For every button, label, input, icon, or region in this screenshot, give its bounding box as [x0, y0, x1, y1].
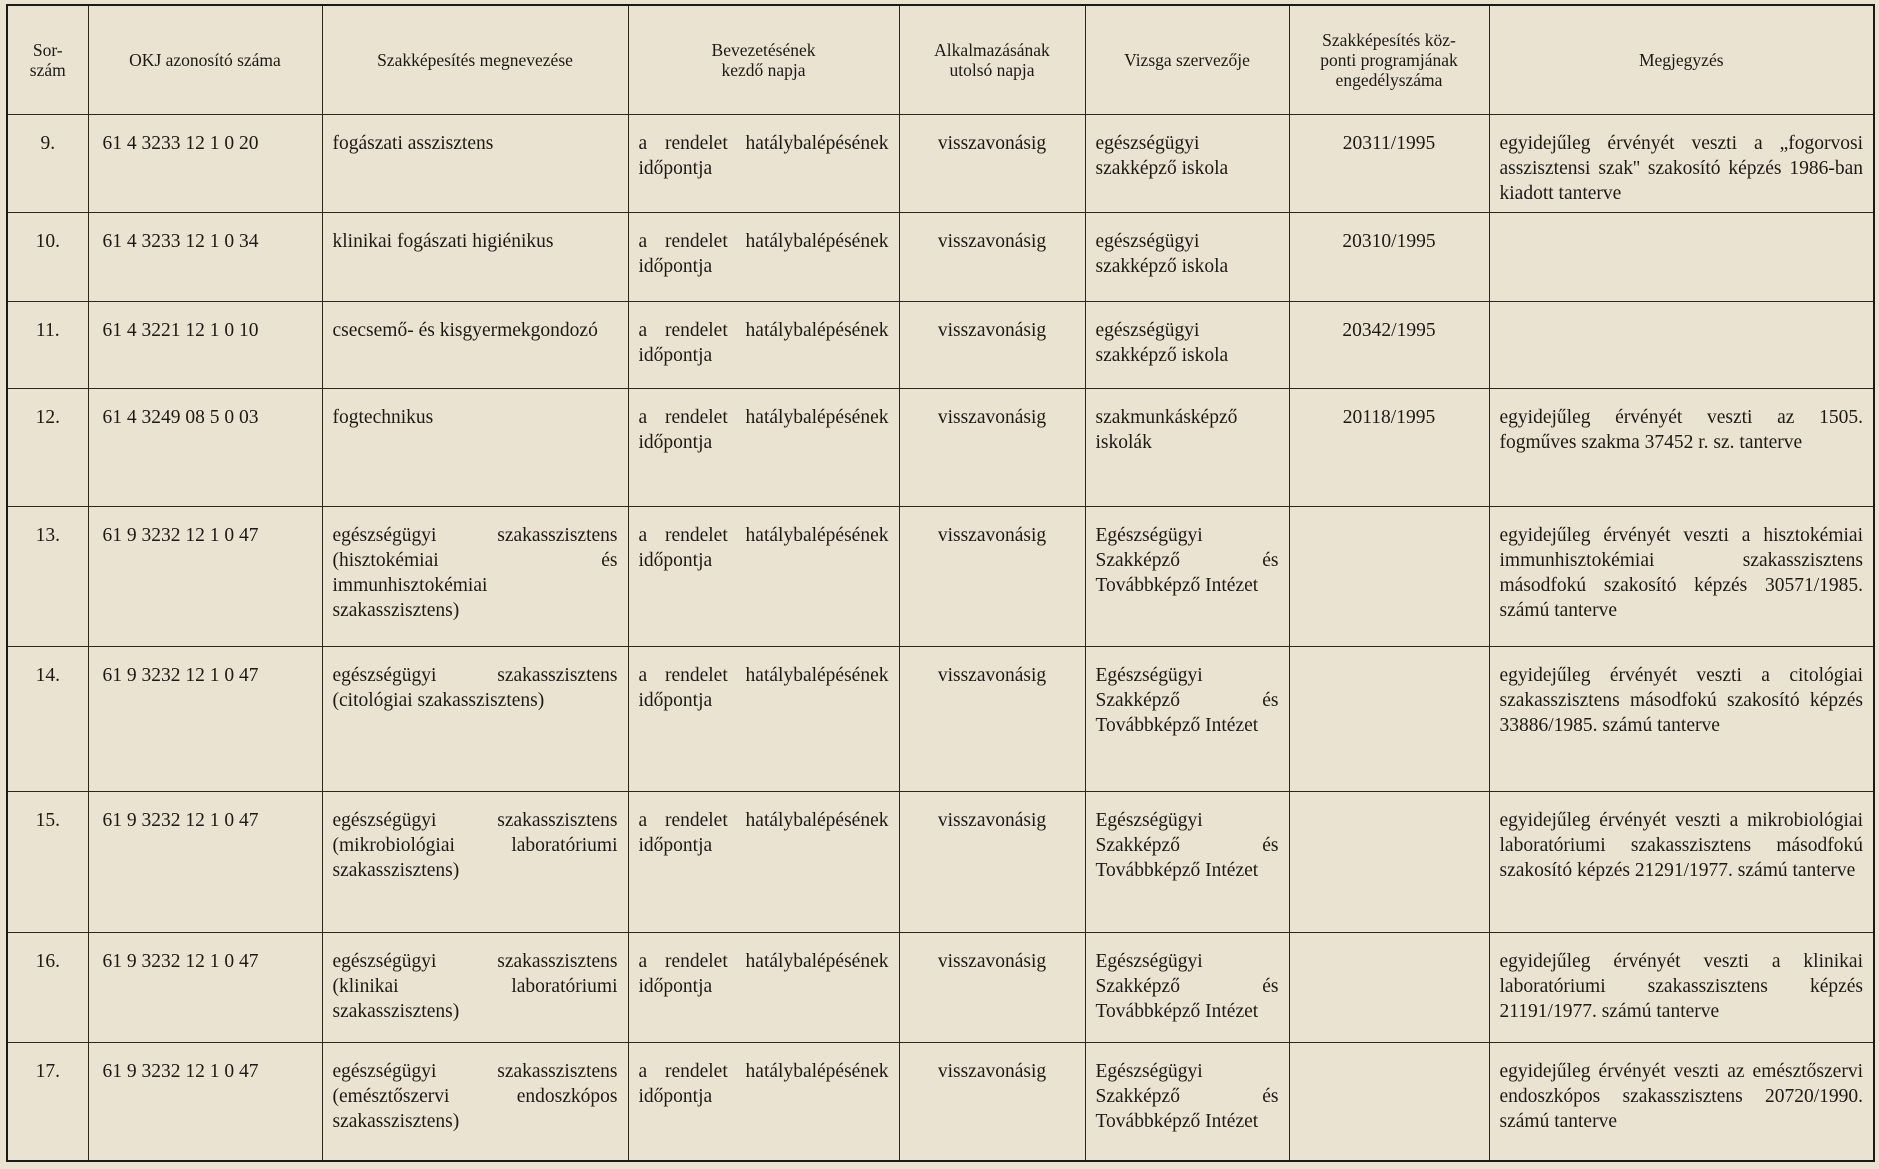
program-permit-number: 20342/1995: [1289, 302, 1489, 389]
table-row: [7, 1043, 1874, 1161]
okj-code: 61 4 3233 12 1 0 34: [88, 212, 322, 302]
col-header-sorszam: Sor- szám: [7, 5, 88, 115]
col-header-alkalmazas: Alkalmazásának utolsó napja: [899, 5, 1085, 115]
qualification-name: egészségügyi szakasszisztens (mikrobiológiai laboratóriumi szakasszisztens): [322, 791, 628, 933]
qualification-table: [6, 4, 1875, 1162]
qualification-name: csecsemő- és kisgyermekgondozó: [322, 302, 628, 389]
remark: egyidejűleg érvényét veszti a hisztokémiai immunhisztokémiai szakasszisztens másodfokú szakosító képzés 30571/1985. számú tanterve: [1489, 506, 1874, 646]
start-date: a rendelet hatálybalépésének időpontja: [628, 212, 899, 302]
start-date: a rendelet hatálybalépésének időpontja: [628, 933, 899, 1043]
okj-code: 61 4 3221 12 1 0 10: [88, 302, 322, 389]
remark: egyidejűleg érvényét veszti a klinikai laboratóriumi szakasszisztens képzés 21191/1977. számú tanterve: [1489, 933, 1874, 1043]
table-row: [7, 115, 1874, 213]
remark: [1489, 212, 1874, 302]
remark: egyidejűleg érvényét veszti a citológiai szakasszisztens másodfokú szakosító képzés 33886/1985. számú tanterve: [1489, 647, 1874, 792]
okj-code: 61 9 3232 12 1 0 47: [88, 933, 322, 1043]
header-row: [7, 5, 1874, 115]
remark: egyidejűleg érvényét veszti a mikrobiológiai laboratóriumi szakasszisztens másodfokú szakosító képzés 21291/1977. számú tanterve: [1489, 791, 1874, 933]
okj-code: 61 9 3232 12 1 0 47: [88, 647, 322, 792]
end-date: visszavonásig: [899, 647, 1085, 792]
end-date: visszavonásig: [899, 791, 1085, 933]
start-date: a rendelet hatálybalépésének időpontja: [628, 647, 899, 792]
table-row: [7, 506, 1874, 646]
exam-organizer: Egészségügyi Szakképző és Továbbképző Intézet: [1085, 933, 1289, 1043]
table-row: [7, 933, 1874, 1043]
remark: [1489, 302, 1874, 389]
exam-organizer: egészségügyi szakképző iskola: [1085, 115, 1289, 213]
program-permit-number: [1289, 647, 1489, 792]
qualification-name: egészségügyi szakasszisztens (citológiai szakasszisztens): [322, 647, 628, 792]
qualification-name: klinikai fogászati higiénikus: [322, 212, 628, 302]
remark: egyidejűleg érvényét veszti az 1505. fogműves szakma 37452 r. sz. tanterve: [1489, 388, 1874, 506]
okj-code: 61 9 3232 12 1 0 47: [88, 506, 322, 646]
start-date: a rendelet hatálybalépésének időpontja: [628, 506, 899, 646]
col-header-vizsga: Vizsga szervezője: [1085, 5, 1289, 115]
end-date: visszavonásig: [899, 212, 1085, 302]
exam-organizer: szakmunkásképző iskolák: [1085, 388, 1289, 506]
row-number: 9.: [7, 115, 88, 213]
remark: egyidejűleg érvényét veszti az emésztőszervi endoszkópos szakasszisztens 20720/1990. számú tanterve: [1489, 1043, 1874, 1161]
okj-code: 61 4 3233 12 1 0 20: [88, 115, 322, 213]
row-number: 11.: [7, 302, 88, 389]
program-permit-number: [1289, 933, 1489, 1043]
program-permit-number: [1289, 1043, 1489, 1161]
exam-organizer: Egészségügyi Szakképző és Továbbképző Intézet: [1085, 506, 1289, 646]
col-header-megnevezes: Szakképesítés megnevezése: [322, 5, 628, 115]
okj-code: 61 9 3232 12 1 0 47: [88, 1043, 322, 1161]
qualification-name: egészségügyi szakasszisztens (emésztőszervi endoszkópos szakasszisztens): [322, 1043, 628, 1161]
start-date: a rendelet hatálybalépésének időpontja: [628, 302, 899, 389]
okj-code: 61 4 3249 08 5 0 03: [88, 388, 322, 506]
table-row: [7, 212, 1874, 302]
end-date: visszavonásig: [899, 388, 1085, 506]
row-number: 12.: [7, 388, 88, 506]
exam-organizer: egészségügyi szakképző iskola: [1085, 302, 1289, 389]
col-header-bevezetes: Bevezetésének kezdő napja: [628, 5, 899, 115]
program-permit-number: [1289, 791, 1489, 933]
col-header-megjegyzes: Megjegyzés: [1489, 5, 1874, 115]
exam-organizer: Egészségügyi Szakképző és Továbbképző Intézet: [1085, 647, 1289, 792]
remark: egyidejűleg érvényét veszti a „fogorvosi asszisztensi szak'' szakosító képzés 1986-ban kiadott tanterve: [1489, 115, 1874, 213]
row-number: 10.: [7, 212, 88, 302]
table-row: [7, 791, 1874, 933]
qualification-name: egészségügyi szakasszisztens (hisztokémiai és immunhisztokémiai szakasszisztens): [322, 506, 628, 646]
end-date: visszavonásig: [899, 1043, 1085, 1161]
start-date: a rendelet hatálybalépésének időpontja: [628, 115, 899, 213]
qualification-name: fogászati asszisztens: [322, 115, 628, 213]
row-number: 16.: [7, 933, 88, 1043]
program-permit-number: 20118/1995: [1289, 388, 1489, 506]
row-number: 17.: [7, 1043, 88, 1161]
start-date: a rendelet hatálybalépésének időpontja: [628, 791, 899, 933]
qualification-name: egészségügyi szakasszisztens (klinikai laboratóriumi szakasszisztens): [322, 933, 628, 1043]
start-date: a rendelet hatálybalépésének időpontja: [628, 1043, 899, 1161]
okj-code: 61 9 3232 12 1 0 47: [88, 791, 322, 933]
table-row: [7, 647, 1874, 792]
row-number: 14.: [7, 647, 88, 792]
row-number: 15.: [7, 791, 88, 933]
document-page: [6, 4, 1873, 1162]
row-number: 13.: [7, 506, 88, 646]
qualification-name: fogtechnikus: [322, 388, 628, 506]
exam-organizer: Egészségügyi Szakképző és Továbbképző Intézet: [1085, 791, 1289, 933]
end-date: visszavonásig: [899, 506, 1085, 646]
table-row: [7, 302, 1874, 389]
end-date: visszavonásig: [899, 115, 1085, 213]
table-row: [7, 388, 1874, 506]
exam-organizer: egészségügyi szakképző iskola: [1085, 212, 1289, 302]
start-date: a rendelet hatálybalépésének időpontja: [628, 388, 899, 506]
end-date: visszavonásig: [899, 302, 1085, 389]
col-header-program: Szakképesítés köz- ponti programjának engedélyszáma: [1289, 5, 1489, 115]
program-permit-number: 20310/1995: [1289, 212, 1489, 302]
end-date: visszavonásig: [899, 933, 1085, 1043]
exam-organizer: Egészségügyi Szakképző és Továbbképző Intézet: [1085, 1043, 1289, 1161]
col-header-okj: OKJ azonosító száma: [88, 5, 322, 115]
program-permit-number: [1289, 506, 1489, 646]
program-permit-number: 20311/1995: [1289, 115, 1489, 213]
